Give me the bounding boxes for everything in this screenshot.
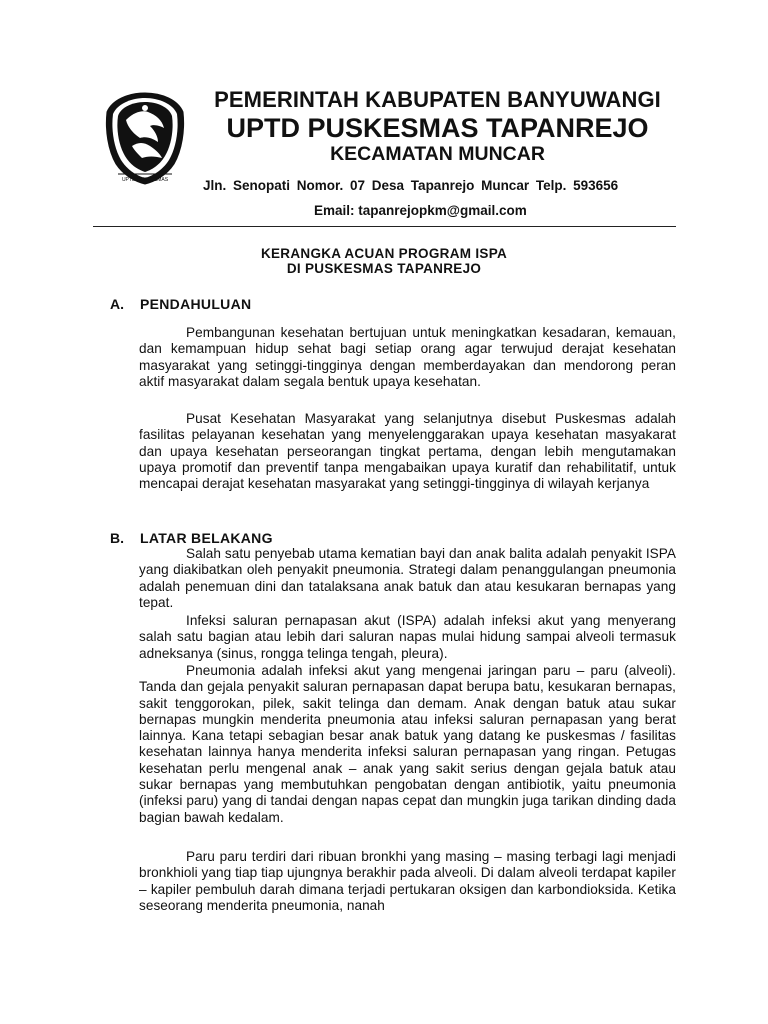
section-a-letter: A. (110, 296, 124, 312)
section-b-paragraph-2: Infeksi saluran pernapasan akut (ISPA) adalah infeksi akut yang menyerang salah satu bagian atau lebih dari saluran napas mulai hidung sampai alveoli termasuk adneksanya (sinus, rongga telinga tengah, pleura). (139, 613, 676, 661)
document-title-line-2: DI PUSKESMAS TAPANREJO (286, 261, 482, 276)
section-a-paragraph-1: Pembangunan kesehatan bertujuan untuk meningkatkan kesadaran, kemauan, dan kemampuan hidup sehat bagi setiap orang agar terwujud derajat kesehatan masyarakat yang setinggi-tingginya dengan memberdayakan dan mendorong peran aktif masyarakat dalam segala bentuk upaya kesehatan. (139, 325, 676, 389)
letterhead-email: Email: tapanrejopkm@gmail.com (314, 203, 527, 218)
section-b-paragraph-4: Paru paru terdiri dari ribuan bronkhi yang masing – masing terbagi lagi menjadi bronkhioli yang tiap tiap ujungnya berakhir pada alveoli. Di dalam alveoli terdapat kapiler – kapiler pembuluh darah dimana terjadi pertukaran oksigen dan karbondioksida. Ketika seseorang menderita pneumonia, nanah (139, 849, 676, 913)
letterhead-institution-name: UPTD PUSKESMAS TAPANREJO (226, 113, 649, 143)
letterhead-address: Jln. Senopati Nomor. 07 Desa Tapanrejo Muncar Telp. 593656 (203, 178, 619, 193)
section-b-title: LATAR BELAKANG (140, 530, 273, 546)
section-b-letter: B. (110, 530, 124, 546)
svg-text:UPTD PUSKESMAS: UPTD PUSKESMAS (121, 177, 169, 183)
section-b-paragraph-1: Salah satu penyebab utama kematian bayi dan anak balita adalah penyakit ISPA yang diakibatkan oleh penyakit pneumonia. Strategi dalam penanggulangan pneumonia adalah penemuan dini dan tatalaksana anak batuk dan atau kesukaran bernapas yang tepat. (139, 546, 676, 610)
section-b-paragraph-3: Pneumonia adalah infeksi akut yang mengenai jaringan paru – paru (alveoli). Tanda dan gejala penyakit saluran pernapasan dapat berupa batu, kesukaran bernapas, sakit tenggorokan, pilek, sakit telinga dan demam. Anak dengan batuk atau sukar bernapas mungkin menderita pneumonia atau infeksi saluran pernapasan yang berat lainnya. Kana tetapi sebagian besar anak batuk yang datang ke puskesmas / fasilitas kesehatan lainnya hanya menderita infeksi saluran pernapasan yang ringan. Petugas kesehatan perlu mengenal anak – anak yang sakit serius dengan gejala batuk atau sukar bernapas yang membutuhkan pengobatan dengan antibiotik, yaitu pneumonia (infeksi paru) yang di tandai dengan napas cepat dan mungkin juga tarikan dinding dada bagian bawah kedalam. (139, 663, 676, 825)
section-a-title: PENDAHULUAN (140, 296, 252, 312)
letterhead-government-name: PEMERINTAH KABUPATEN BANYUWANGI (214, 87, 661, 112)
section-a-paragraph-2: Pusat Kesehatan Masyarakat yang selanjutnya disebut Puskesmas adalah fasilitas pelayanan kesehatan yang menyelenggarakan upaya kesehatan masyakarat dan upaya kesehatan perseorangan tingkat pertama, dengan lebih mengutamakan upaya promotif dan preventif tanpa mengabaikan upaya kuratif dan rehabilitatif, untuk mencapai derajat kesehatan masyarakat yang setinggi-tingginya di wilayah kerjanya (139, 411, 676, 492)
letterhead-divider (93, 226, 676, 227)
document-title-line-1: KERANGKA ACUAN PROGRAM ISPA (260, 246, 508, 261)
letterhead-district-name: KECAMATAN MUNCAR (330, 143, 545, 165)
regency-emblem-logo (104, 90, 186, 186)
